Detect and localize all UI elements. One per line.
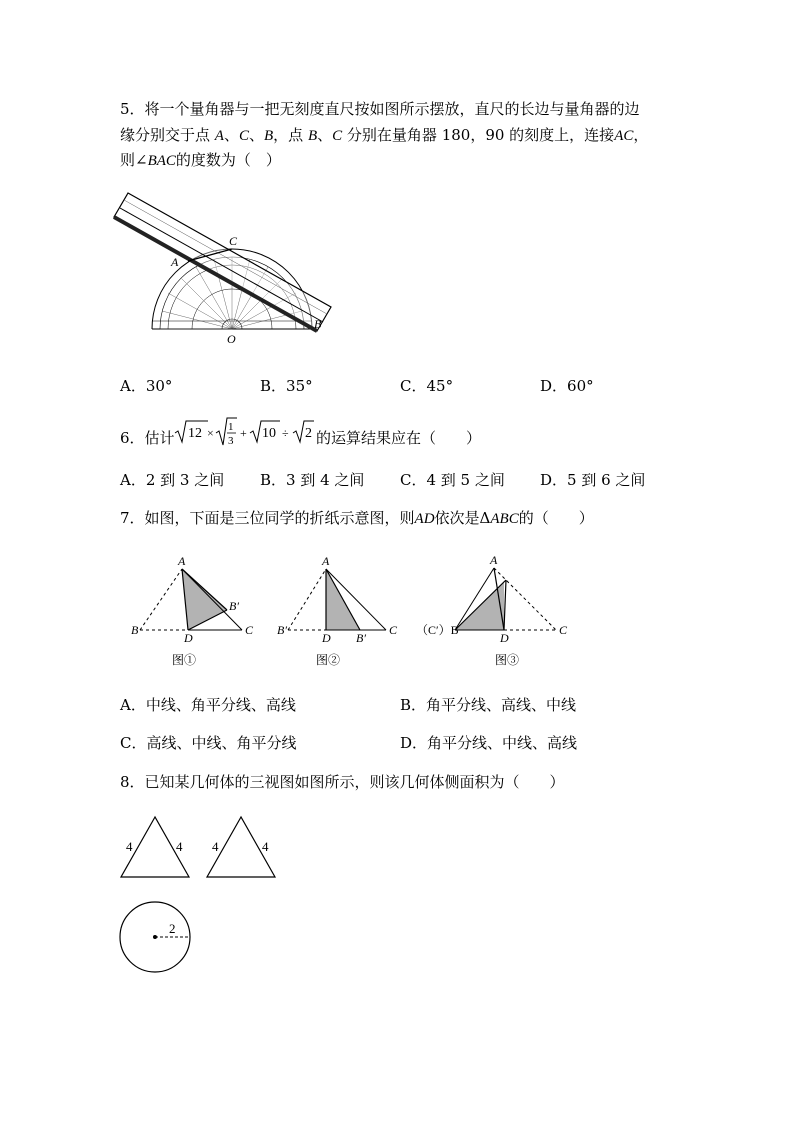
q8-label-l2: 4 — [212, 839, 219, 854]
q7-text: 7．如图，下面是三位同学的折纸示意图，则 — [120, 509, 415, 527]
q7-f3-caption: 图③ — [495, 653, 520, 667]
q5-option-d[interactable]: D．60° — [540, 377, 594, 395]
q5-var-B: B — [307, 128, 318, 144]
q7-var-AD: AD — [414, 511, 435, 527]
q5-label-A: A — [171, 255, 179, 269]
q7-f3-label-A: A — [490, 553, 498, 567]
q8-label-radius: 2 — [169, 921, 176, 936]
q5-text: 分别在量角器 180，90 的刻度上，连接 — [342, 126, 615, 144]
q5-var-A: A — [214, 128, 224, 144]
q7-text: 的（ ） — [518, 509, 594, 527]
q5-text: 则∠ — [120, 151, 148, 169]
q5-var-BAC: BAC — [147, 153, 176, 169]
q8-label-l1: 4 — [126, 839, 133, 854]
q7-f1-label-D: D — [184, 631, 193, 645]
q7-f2-label-C: C — [389, 623, 398, 637]
q7-var-ABC: ABC — [490, 511, 519, 527]
q5-line1: 5．将一个量角器与一把无刻度直尺按如图所示摆放，直尺的长边与量角器的边 — [120, 100, 640, 118]
q5-option-a[interactable]: A．30° — [120, 377, 173, 395]
q7-f2-label-Bp-left: B′ — [277, 623, 287, 637]
q7-f1-label-B: B — [131, 623, 139, 637]
q6-option-a[interactable]: A．2 到 3 之间 — [120, 471, 225, 489]
q6-radicand-12: 12 — [188, 426, 202, 441]
q7-f1-caption: 图① — [172, 653, 197, 667]
q7-text: 依次是Δ — [434, 509, 491, 527]
q5-option-b[interactable]: B．35° — [260, 377, 313, 395]
q6-div-sign: ÷ — [282, 426, 289, 440]
q5-var-B: B — [264, 128, 274, 144]
q8-stem: 8．已知某几何体的三视图如图所示，则该几何体侧面积为（ ） — [120, 773, 565, 791]
q7-f1-label-C: C — [245, 623, 254, 637]
q7-f1-label-A: A — [178, 554, 186, 568]
q5-text: ， — [633, 126, 649, 144]
q5-text: 缘分别交于点 — [120, 126, 215, 144]
q5-option-c[interactable]: C．45° — [400, 377, 454, 395]
q7-f3-label-CpB: （C′）B — [416, 623, 459, 637]
q6-plus-sign: + — [240, 426, 247, 440]
q6-suffix: 的运算结果应在（ ） — [316, 429, 482, 447]
q5-sep: 、 — [317, 126, 333, 144]
q8-label-r2: 4 — [262, 839, 269, 854]
q7-option-c[interactable]: C．高线、中线、角平分线 — [120, 734, 297, 752]
q5-var-AC: AC — [614, 128, 634, 144]
q7-f1-label-Bp: B′ — [229, 599, 239, 613]
q7-f2-caption: 图② — [316, 653, 341, 667]
q7-f3-label-C: C — [559, 623, 568, 637]
q5-label-C: C — [229, 234, 238, 248]
q5-text: 的度数为（ ） — [175, 151, 281, 169]
q5-label-B: B — [314, 317, 322, 331]
q6-times-sign: × — [207, 426, 214, 440]
q6-radicand-10: 10 — [262, 426, 276, 441]
q7-f2-label-D: D — [322, 631, 331, 645]
q7-f3-label-D: D — [500, 631, 509, 645]
q5-var-C: C — [238, 128, 249, 144]
q6-radicand-2: 2 — [305, 426, 312, 441]
q5-sep: 、 — [248, 126, 264, 144]
q5-label-O: O — [227, 332, 236, 346]
q7-option-b[interactable]: B．角平分线、高线、中线 — [400, 696, 577, 714]
q7-option-a[interactable]: A．中线、角平分线、高线 — [120, 696, 296, 714]
q6-option-c[interactable]: C．4 到 5 之间 — [400, 471, 505, 489]
q6-option-b[interactable]: B．3 到 4 之间 — [260, 471, 365, 489]
q6-frac-den: 3 — [228, 435, 234, 447]
q7-f2-label-A: A — [322, 554, 330, 568]
q5-sep: 、 — [223, 126, 239, 144]
q8-center-point — [153, 935, 157, 939]
q7-option-d[interactable]: D．角平分线、中线、高线 — [400, 734, 578, 752]
q5-text: ，点 — [273, 126, 308, 144]
q8-label-r1: 4 — [176, 839, 183, 854]
q5-var-C: C — [332, 128, 343, 144]
q6-prefix: 6．估计 — [120, 429, 175, 447]
q6-frac-num: 1 — [228, 421, 234, 433]
q7-f2-label-Bp: B′ — [356, 631, 366, 645]
q6-option-d[interactable]: D．5 到 6 之间 — [540, 471, 646, 489]
